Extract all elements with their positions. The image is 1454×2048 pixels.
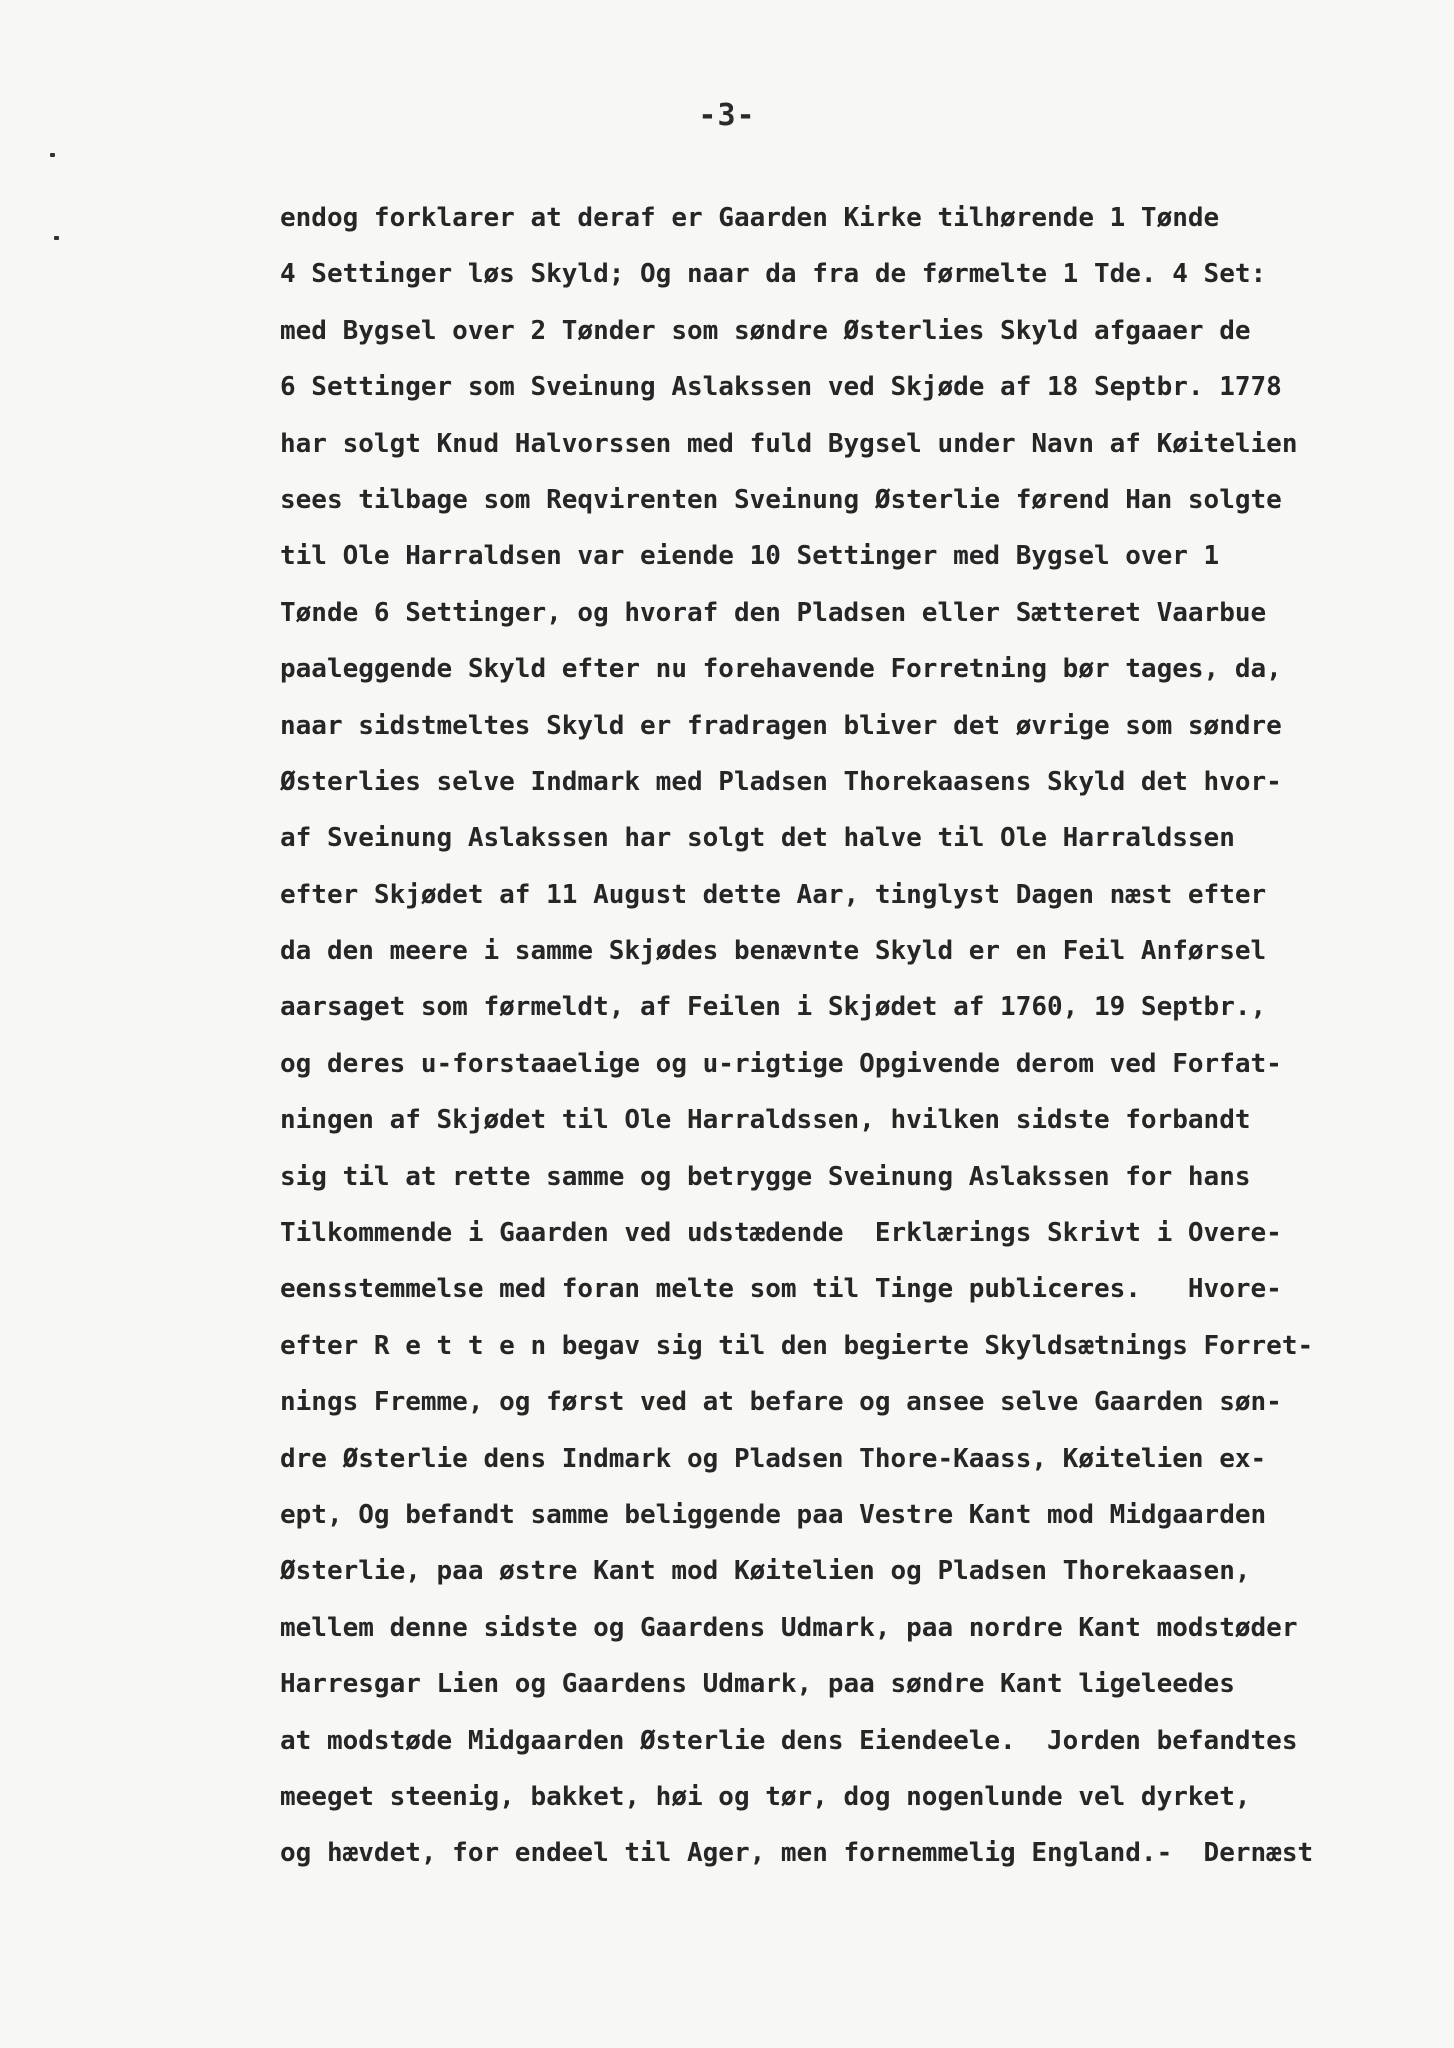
text-line: Tønde 6 Settinger, og hvoraf den Pladsen eller Sætteret Vaarbue — [280, 597, 1267, 628]
text-line: sees tilbage som Reqvirenten Sveinung Østerlie førend Han solgte — [280, 484, 1282, 515]
text-line: og deres u-forstaaelige og u-rigtige Opgivende derom ved Forfat- — [280, 1048, 1282, 1079]
text-line: ningen af Skjødet til Ole Harraldssen, hvilken sidste forbandt — [280, 1105, 1251, 1136]
text-line: meeget steenig, bakket, høi og tør, dog nogenlunde vel dyrket, — [280, 1781, 1251, 1812]
text-line: endog forklarer at deraf er Gaarden Kirke tilhørende 1 Tønde — [280, 203, 1220, 233]
text-line: nings Fremme, og først ved at befare og ansee selve Gaarden søn- — [280, 1387, 1282, 1418]
text-line: sig til at rette samme og betrygge Sveinung Aslakssen for hans — [280, 1161, 1251, 1192]
margin-mark — [54, 236, 59, 240]
text-line: med Bygsel over 2 Tønder som søndre Østerlies Skyld afgaaer de — [280, 315, 1251, 346]
text-line: Østerlie, paa østre Kant mod Køitelien og Pladsen Thorekaasen, — [280, 1556, 1251, 1587]
text-line: af Sveinung Aslakssen har solgt det halve til Ole Harraldssen — [280, 823, 1235, 854]
text-line: ept, Og befandt samme beliggende paa Vestre Kant mod Midgaarden — [280, 1499, 1267, 1530]
text-line: paaleggende Skyld efter nu forehavende Forretning bør tages, da, — [280, 654, 1282, 685]
text-line: dre Østerlie dens Indmark og Pladsen Thore-Kaass, Køitelien ex- — [280, 1443, 1267, 1474]
text-line: Tilkommende i Gaarden ved udstædende Erklærings Skrivt i Overe- — [280, 1218, 1282, 1249]
page-number: -3- — [698, 98, 756, 133]
text-line: 6 Settinger som Sveinung Aslakssen ved Skjøde af 18 Septbr. 1778 — [280, 372, 1282, 403]
typewritten-text-body — [280, 190, 1450, 1882]
text-line: efter Skjødet af 11 August dette Aar, tinglyst Dagen næst efter — [280, 879, 1267, 910]
text-line: mellem denne sidste og Gaardens Udmark, paa nordre Kant modstøder — [280, 1612, 1298, 1643]
text-line: Harresgar Lien og Gaardens Udmark, paa søndre Kant ligeleedes — [280, 1669, 1235, 1700]
text-line: og hævdet, for endeel til Ager, men fornemmelig England.- Dernæst — [280, 1838, 1314, 1869]
text-line: at modstøde Midgaarden Østerlie dens Eiendeele. Jorden befandtes — [280, 1725, 1298, 1756]
text-line: har solgt Knud Halvorssen med fuld Bygsel under Navn af Køitelien — [280, 428, 1298, 459]
text-line: til Ole Harraldsen var eiende 10 Settinger med Bygsel over 1 — [280, 541, 1220, 572]
text-line: efter R e t t e n begav sig til den begierte Skyldsætnings Forret- — [280, 1330, 1314, 1361]
margin-mark — [50, 153, 55, 157]
text-line: naar sidstmeltes Skyld er fradragen bliver det øvrige som søndre — [280, 710, 1282, 741]
text-line: da den meere i samme Skjødes benævnte Skyld er en Feil Anførsel — [280, 936, 1267, 967]
text-line: aarsaget som førmeldt, af Feilen i Skjødet af 1760, 19 Septbr., — [280, 992, 1267, 1023]
text-line: Østerlies selve Indmark med Pladsen Thorekaasens Skyld det hvor- — [280, 766, 1282, 797]
text-line: eensstemmelse med foran melte som til Tinge publiceres. Hvore- — [280, 1274, 1282, 1305]
text-line: 4 Settinger løs Skyld; Og naar da fra de førmelte 1 Tde. 4 Set: — [280, 259, 1267, 290]
